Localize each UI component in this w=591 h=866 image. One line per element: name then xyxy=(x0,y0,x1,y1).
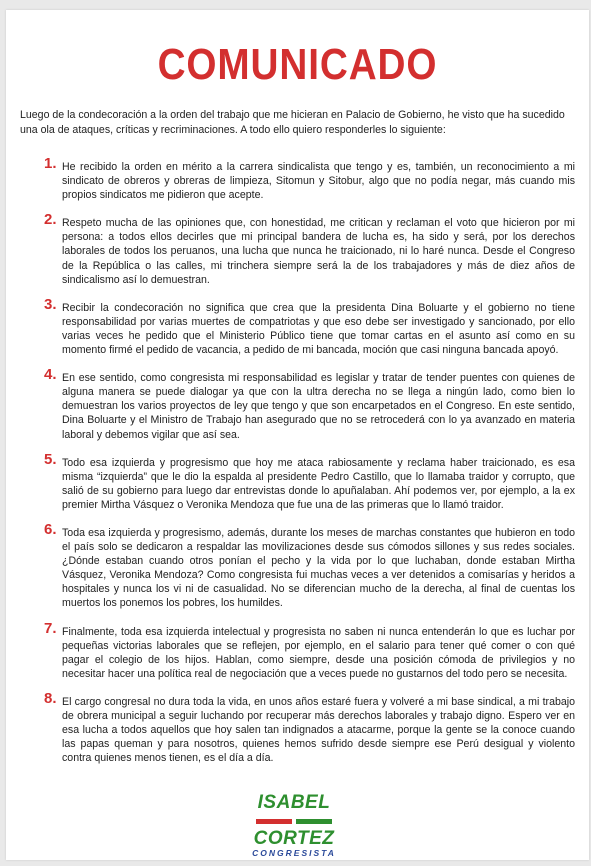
point-text: Finalmente, toda esa izquierda intelectual y progresista no saben ni nunca entenderán lo que es luchar por pequeñas victorias laborales que se reflejen, por ejemplo, en el salario para tener qué comer o con qué pagar el colegio de los hijos. Hablan, como siempre, desde una posición cómoda de privilegios y no necesitar hacer una política real de negociación que a veces puede no gustarnos del todo pero se necesita. xyxy=(62,625,575,680)
signature-logo xyxy=(244,792,344,858)
point-text: He recibido la orden en mérito a la carrera sindicalista que tengo y es, también, un reconocimiento a mi sindicato de obreros y obreras de limpieza, Sitomun y Sitobur, algo que no podía negar, más cuando mis propios sindicatos me pidieron que acepte. xyxy=(62,161,575,202)
document-page xyxy=(6,10,589,860)
point-4 xyxy=(20,366,575,441)
intro-paragraph: Luego de la condecoración a la orden del trabajo que me hicieran en Palacio de Gobierno, he visto que ha sucedido una ola de ataques, críticas y recriminaciones. A todo ello quiero responderles lo siguiente: xyxy=(20,109,565,136)
point-6 xyxy=(20,520,575,611)
point-number: 2. xyxy=(44,211,57,229)
point-text: Todo esa izquierda y progresismo que hoy me ataca rabiosamente y reclama haber traicionado, es esa misma “izquierda” que le dio la espalda al presidente Pedro Castillo, que lo llamaba traidor y corrupto, que salió de su gobierno para luego dar entrevistas donde lo apuñalaban. Ahí podemos ver, por ejemplo, a la ex premier Mirtha Vásquez o Veronika Mendoza que fue una de las primeras que lo llamó traidor. xyxy=(62,456,575,511)
logo-subtitle: CONGRESISTA xyxy=(252,848,336,858)
point-3 xyxy=(20,295,575,357)
point-number: 1. xyxy=(44,155,57,172)
point-text: Respeto mucha de las opiniones que, con honestidad, me critican y reclaman el voto que hicieron por mi persona: a todos ellos decirles que mi principal bandera de lucha es, ha sido y será, por los derechos laborales de todos los peruanos, una lucha que nunca he traicionado, ni lo haré nunca. Desde el Congreso de la República o las calles, mi trinchera siempre será la de los trabajadores y más de diez años de sindicalismo así lo demuestran. xyxy=(62,217,575,286)
logo-last-name: CORTEZ xyxy=(253,828,335,849)
logo-first-name: ISABEL xyxy=(257,792,331,813)
point-5 xyxy=(20,450,575,512)
point-number: 5. xyxy=(44,450,57,468)
point-8 xyxy=(20,689,575,765)
numbered-points xyxy=(20,155,575,779)
point-text: Toda esa izquierda y progresismo, además, durante los meses de marchas constantes que hubieron en todo el país solo se dedicaron a respaldar las movilizaciones desde sus cómodos sillones y sus redes sociales. ¿Dónde estaban cuando otros ponían el pecho y la vida por lo que luchaban, donde estaban Mirtha Vásquez, Veronika Mendoza? Como congresista fui muchas veces a ver detenidos a comisarías y heridos a hospitales y nunca los vi ni de casualidad. No se diferencian mucho de la derecha, al final de cuentas los muertos los ponemos los pobres, los humildes. xyxy=(62,526,575,610)
point-text: El cargo congresal no dura toda la vida, en unos años estaré fuera y volveré a mi base sindical, a mi trabajo de obrera municipal a seguir luchando por recuperar más derechos laborales y trabajo digno. Espero ver en esa lucha a todos aquellos que hoy salen tan indignados a atacarme, porque la gente se la conoce cuando las papas queman y para nosotros, quienes hemos sufrido desde siempre ese Perú desigual y violento contra quienes menos tienen, es el día a día. xyxy=(62,695,575,765)
point-2 xyxy=(20,211,575,286)
point-number: 3. xyxy=(44,295,57,313)
document-title: COMUNICADO xyxy=(157,40,438,89)
point-number: 6. xyxy=(44,520,57,538)
point-text: Recibir la condecoración no significa que crea que la presidenta Dina Boluarte y el gobierno no tiene responsabilidad por varias muertes de compatriotas y que eso debe ser investigado y sancionado, por ello varias veces he pedido que el Ministerio Público tiene que tomar cartas en el asunto así como en su momento firmé el pedido de vacancia, a pedido de mi bancada, moción que casi ninguna bancada apoyó. xyxy=(62,301,575,357)
point-number: 4. xyxy=(44,366,57,384)
point-1 xyxy=(20,155,575,202)
point-number: 7. xyxy=(44,619,57,637)
logo-accent-bars xyxy=(254,812,334,829)
point-7 xyxy=(20,619,575,681)
point-number: 8. xyxy=(44,689,57,707)
point-text: En ese sentido, como congresista mi responsabilidad es legislar y tratar de tender puentes con quienes de alguna manera se puede dialogar ya que con la ultra derecha no se llega a ningún lado, como bien lo demuestran los varios proyectos de ley que tengo y que son encarpetados en el Congreso. En este sentido, Dina Boluarte y el Ministro de Trabajo han asegurado que no se retrocederá con lo ya avanzado en materia laboral y debemos vigilar que así sea. xyxy=(62,372,575,441)
